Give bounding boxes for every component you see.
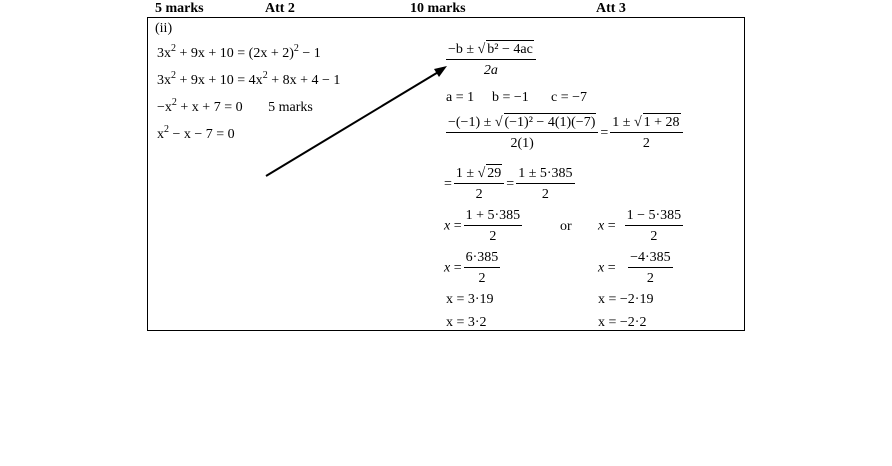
root-2-final: x = −2·2 <box>598 315 647 330</box>
quadratic-formula: $\frac{\text{−b ± √ b² − 4ac}}{2a}$ <box>444 42 538 79</box>
left-line-1: $3x^2 + 9x + 10 = (2x + 2)^2 - 1$ <box>157 43 321 61</box>
left-line-4: $x^2 - x - 7 = 0$ <box>157 124 235 142</box>
substitution-line: $\frac{\text{−(−1) ± √ (−1)² − 4(1)(−7)}}{2(1)}$ = $\frac{1 \pm √ 1 + 28}{2}$ <box>444 115 685 152</box>
x-minus-line: x = $\frac{1 - 5\cdot 385}{2}$ <box>598 208 682 245</box>
attempt-label-right: Att 3 <box>596 1 626 16</box>
marks-label-left: 5 marks <box>155 1 204 16</box>
coefficient-a: a = 1 <box>446 90 475 105</box>
coefficient-b: b = −1 <box>492 90 529 105</box>
part-label: (ii) <box>155 21 173 36</box>
x-diff-line: x = $\frac{-4\cdot 385}{2}$ <box>598 250 671 287</box>
x-plus-line: x = $\frac{1 + 5\cdot 385}{2}$ <box>444 208 521 245</box>
root-1-unrounded: x = 3·19 <box>446 292 494 307</box>
coefficient-c: c = −7 <box>551 90 588 105</box>
root-2-unrounded: x = −2·19 <box>598 292 654 307</box>
attempt-label-left: Att 2 <box>265 1 295 16</box>
or-label: or <box>560 219 572 234</box>
x-sum-line: x = $\frac{6\cdot 385}{2}$ <box>444 250 499 287</box>
left-line-2: $3x^2 + 9x + 10 = 4x^2 + 8x + 4 - 1$ <box>157 70 341 88</box>
marks-label-right: 10 marks <box>410 1 466 16</box>
root-29-line: = $\frac{1 \pm √ 29}{2}$ = $\frac{1 \pm 5\cdot 385}{2}$ <box>444 166 573 203</box>
left-line-3: $-x^2 + x + 7 = 0$ 5 marks <box>157 97 313 115</box>
left-line-3-marks: 5 marks <box>268 100 313 115</box>
root-1-final: x = 3·2 <box>446 315 487 330</box>
